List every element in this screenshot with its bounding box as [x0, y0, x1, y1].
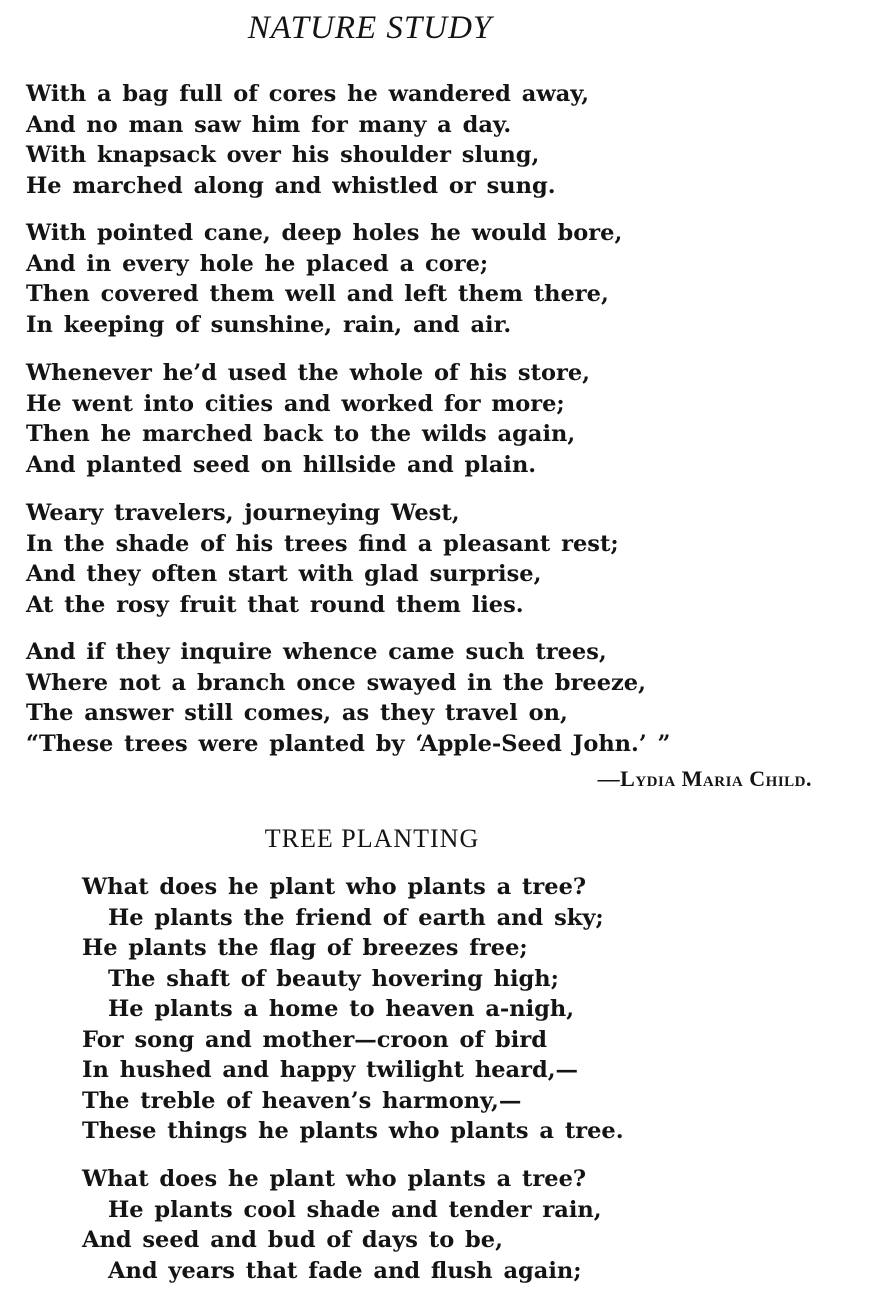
poem-line: With knapsack over his shoulder slung, — [26, 142, 540, 168]
poem-line: He plants the flag of breezes free; — [82, 935, 528, 961]
poem-line: And in every hole he placed a core; — [26, 250, 489, 277]
poem-line: He marched along and whistled or sung. — [26, 172, 556, 199]
poem-line: In the shade of his trees find a pleasant rest; — [26, 530, 619, 557]
poem-line: Then covered them well and left them there, — [26, 281, 609, 307]
poem-line: With pointed cane, deep holes he would bore, — [26, 220, 623, 246]
poem-line: And seed and bud of days to be, — [82, 1227, 503, 1253]
poem-line: The treble of heaven’s harmony,— — [82, 1087, 522, 1114]
poem-line: In keeping of sunshine, rain, and air. — [26, 311, 512, 338]
poem-line: He went into cities and worked for more; — [26, 390, 565, 417]
poem-line: The answer still comes, as they travel on, — [26, 700, 568, 726]
poem-line: Where not a branch once swayed in the breeze, — [26, 669, 646, 696]
poem-line: For song and mother—croon of bird — [82, 1026, 547, 1053]
poem-line: Then he marched back to the wilds again, — [26, 421, 576, 447]
stanza-tree-2 — [82, 1164, 602, 1286]
poem-line: And they often start with glad surprise, — [26, 561, 542, 587]
poem-title-tree-planting: TREE PLANTING — [264, 824, 480, 853]
stanza-tree-1 — [82, 872, 624, 1147]
stanza-1 — [26, 79, 589, 201]
poem-line: The shaft of beauty hovering high; — [108, 965, 559, 992]
poem-line: He plants a home to heaven a-nigh, — [108, 996, 575, 1022]
stanza-2 — [26, 218, 622, 340]
poem-line: Whenever he’d used the whole of his store, — [26, 360, 590, 386]
poem-line: He plants cool shade and tender rain, — [108, 1196, 602, 1223]
poem-line: Weary travelers, journeying West, — [26, 500, 460, 526]
poem-line: He plants the friend of earth and sky; — [108, 904, 604, 931]
author-attribution: —Lydia Maria Child. — [597, 766, 812, 791]
stanza-3 — [26, 358, 590, 480]
poem-line: In hushed and happy twilight heard,— — [82, 1057, 579, 1083]
poem-line: And planted seed on hillside and plain. — [26, 451, 537, 478]
poem-line: And if they inquire whence came such trees, — [26, 639, 607, 665]
poem-line: And no man saw him for many a day. — [26, 111, 512, 138]
poem-line: These things he plants who plants a tree. — [82, 1118, 624, 1144]
poem-line: What does he plant who plants a tree? — [82, 1166, 587, 1192]
poem-line: “These trees were planted by ‘Apple-Seed John.’ ” — [26, 730, 671, 757]
poem-line: At the rosy fruit that round them lies. — [26, 591, 524, 618]
poem-line: And years that fade and flush again; — [108, 1257, 582, 1284]
stanza-5 — [26, 637, 671, 759]
poem-line: What does he plant who plants a tree? — [82, 874, 587, 900]
poem-title-nature-study: NATURE STUDY — [247, 10, 493, 46]
stanza-4 — [26, 498, 619, 620]
poem-line: With a bag full of cores he wandered away, — [26, 81, 590, 107]
